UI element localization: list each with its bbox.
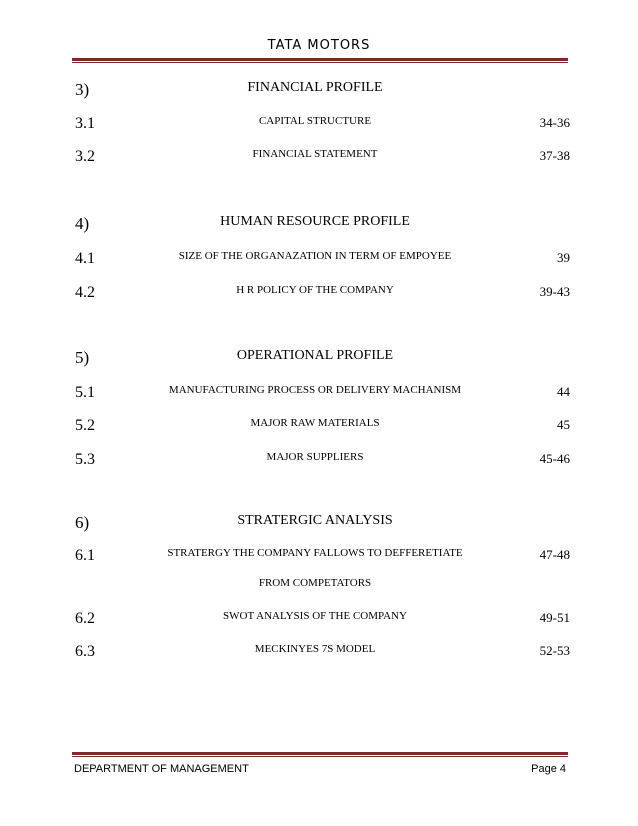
- section-heading: [0, 80, 638, 102]
- section-title: OPERATIONAL PROFILE: [236, 348, 394, 363]
- entry-number: 5.1: [75, 384, 95, 401]
- toc-entry: [0, 610, 638, 632]
- entry-pages: 37-38: [539, 148, 570, 163]
- entry-number: 5.3: [75, 451, 95, 468]
- header-title: TATA MOTORS: [267, 38, 371, 53]
- toc-entry: [0, 451, 638, 473]
- section-number: 5): [75, 348, 90, 367]
- entry-number: 5.2: [75, 417, 95, 434]
- section-number: 3): [75, 80, 90, 99]
- entry-text: CAPITAL STRUCTURE: [258, 115, 372, 127]
- entry-text: MAJOR SUPPLIERS: [266, 451, 364, 463]
- toc-entry: [0, 547, 638, 569]
- section-title: STRATERGIC ANALYSIS: [237, 513, 393, 528]
- section-heading: [0, 348, 638, 370]
- entry-number: 4.2: [75, 284, 95, 301]
- header-rule-thin: [72, 62, 568, 63]
- entry-pages: 39-43: [539, 284, 570, 299]
- header-rule: [72, 58, 568, 61]
- section-number: 6): [75, 513, 90, 532]
- entry-number: 6.2: [75, 610, 95, 627]
- entry-number: 6.3: [75, 643, 95, 660]
- entry-text: STRATERGY THE COMPANY FALLOWS TO DEFFERETIATE: [167, 547, 463, 559]
- entry-pages: 49-51: [539, 610, 570, 625]
- footer-rule: [72, 752, 568, 755]
- entry-text: FINANCIAL STATEMENT: [252, 148, 378, 160]
- entry-number: 3.1: [75, 115, 95, 132]
- entry-text: SWOT ANALYSIS OF THE COMPANY: [223, 610, 407, 622]
- footer-rule-thin: [72, 756, 568, 757]
- entry-number: 3.2: [75, 148, 95, 165]
- section-heading: [0, 214, 638, 236]
- entry-pages: 44: [557, 384, 570, 399]
- entry-text: MECKINYES 7S MODEL: [254, 643, 376, 655]
- entry-pages: 34-36: [539, 115, 570, 130]
- entry-pages: 47-48: [539, 547, 570, 562]
- entry-text: H R POLICY OF THE COMPANY: [236, 284, 394, 296]
- section-title: HUMAN RESOURCE PROFILE: [220, 214, 410, 229]
- toc-entry: [0, 417, 638, 439]
- toc-entry: [0, 250, 638, 272]
- section-heading: [0, 513, 638, 535]
- toc-entry: [0, 643, 638, 665]
- toc-entry-continuation: [0, 577, 638, 599]
- entry-number: 4.1: [75, 250, 95, 267]
- entry-pages: 52-53: [539, 643, 570, 658]
- toc-entry: [0, 115, 638, 137]
- entry-text: MANUFACTURING PROCESS OR DELIVERY MACHANISM: [168, 384, 462, 396]
- section-number: 4): [75, 214, 90, 233]
- toc-entry: [0, 284, 638, 306]
- section-title: FINANCIAL PROFILE: [247, 80, 383, 95]
- entry-text: MAJOR RAW MATERIALS: [250, 417, 380, 429]
- entry-text: SIZE OF THE ORGANAZATION IN TERM OF EMPOYEE: [178, 250, 452, 262]
- toc-entry: [0, 148, 638, 170]
- entry-pages: 39: [557, 250, 570, 265]
- toc-entry: [0, 384, 638, 406]
- entry-pages: 45-46: [539, 451, 570, 466]
- footer-page-number: Page 4: [531, 763, 566, 775]
- entry-text-continued: FROM COMPETATORS: [258, 577, 372, 589]
- entry-number: 6.1: [75, 547, 95, 564]
- footer-department: DEPARTMENT OF MANAGEMENT: [74, 763, 249, 775]
- entry-pages: 45: [557, 417, 570, 432]
